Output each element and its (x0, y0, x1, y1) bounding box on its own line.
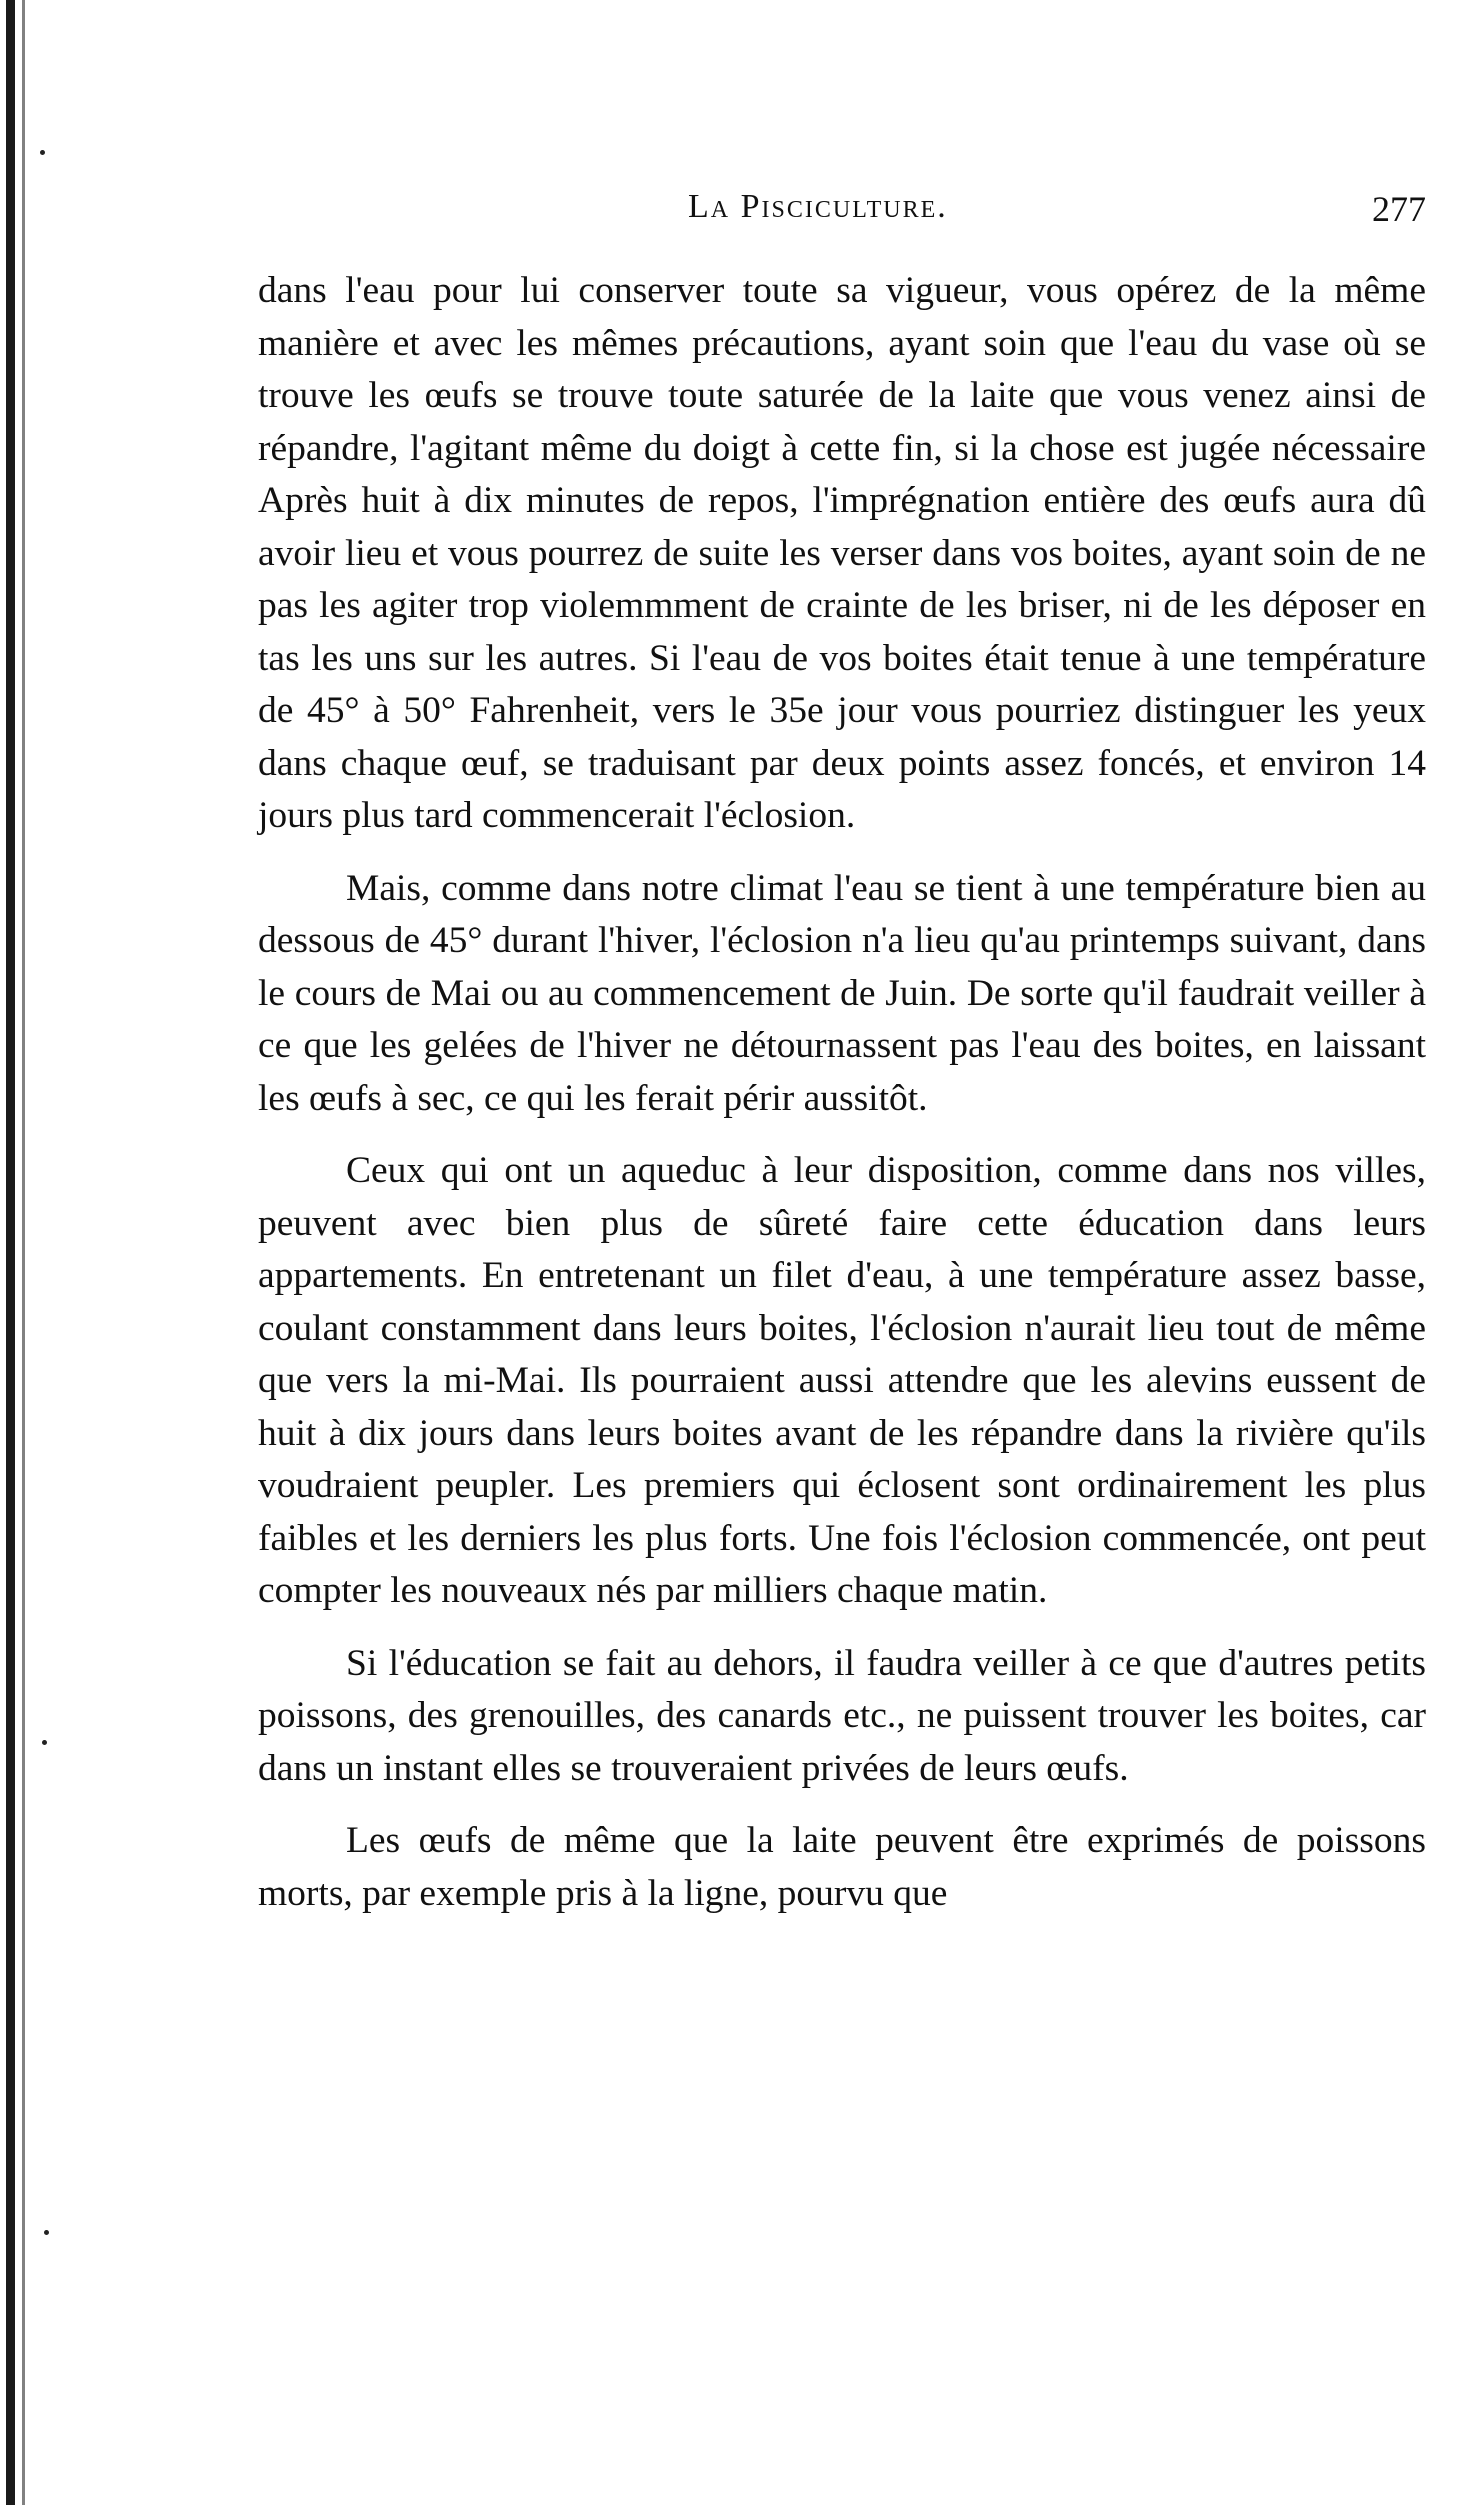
paragraph: Si l'éducation se fait au dehors, il faudra veiller à ce que d'autres petits poissons, des grenouilles, des canards etc., ne puissent trouver les boites, car dans un instant elles se trouveraient privées de leurs œufs. (258, 1642, 1426, 1789)
paragraph: dans l'eau pour lui conserver toute sa vigueur, vous opérez de la même manière et avec les mêmes précautions, ayant soin que l'eau du vase où se trouve les œufs se trouve toute saturée de la laite que vous venez ainsi de répandre, l'agitant même du doigt à cette fin, si la chose est jugée nécessaire Après huit à dix minutes de repos, l'imprégnation entière des œufs aura dû avoir lieu et vous pourrez de suite les verser dans vos boites, ayant soin de ne pas les agiter trop violemmment de crainte de les briser, ni de les déposer en tas les uns sur les autres. Si l'eau de vos boites était tenue à une température de 45° à 50° Fahrenheit, vers le 35e jour vous pourriez distinguer les yeux dans chaque œuf, se traduisant par deux points assez foncés, et environ 14 jours plus tard commencerait l'éclosion. (258, 270, 1426, 836)
running-title: La Pisciculture. (688, 188, 948, 225)
scan-speck (40, 150, 45, 155)
paragraph: Les œufs de même que la laite peuvent être exprimés de poissons morts, par exemple pris à la ligne, pourvu que (258, 1820, 1426, 1914)
binding-shadow (6, 0, 15, 2505)
page-number: 277 (1372, 189, 1426, 229)
binding-line (22, 0, 25, 2505)
scan-speck (44, 2230, 49, 2235)
paragraph: Mais, comme dans notre climat l'eau se tient à une température bien au dessous de 45° durant l'hiver, l'éclosion n'a lieu qu'au printemps suivant, dans le cours de Mai ou au commencement de Juin. De sorte qu'il faudrait veiller à ce que les gelées de l'hiver ne détournassent pas l'eau des boites, en laissant les œufs à sec, ce qui les ferait périr aussitôt. (258, 867, 1426, 1119)
body-text (258, 265, 1426, 1940)
running-header (258, 188, 1426, 238)
paragraph: Ceux qui ont un aqueduc à leur disposition, comme dans nos villes, peuvent avec bien plus de sûreté faire cette éducation dans leurs appartements. En entretenant un filet d'eau, à une température assez basse, coulant constamment dans leurs boites, l'éclosion n'aurait lieu tout de même que vers la mi-Mai. Ils pourraient aussi attendre que les alevins eussent de huit à dix jours dans leurs boites avant de les répandre dans la rivière qu'ils voudraient peupler. Les premiers qui éclosent sont ordinairement les plus faibles et les derniers les plus forts. Une fois l'éclosion commencée, ont peut compter les nouveaux nés par milliers chaque matin. (258, 1150, 1426, 1611)
binding-edge (0, 0, 60, 2505)
scan-speck (42, 1740, 47, 1745)
